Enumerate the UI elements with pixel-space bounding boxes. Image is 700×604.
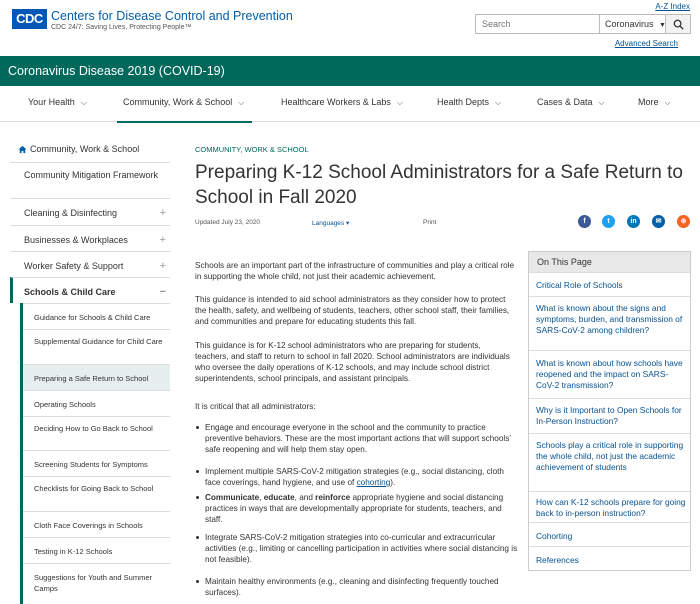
- search-icon: [673, 19, 684, 30]
- sidebar-item-businesses[interactable]: [10, 225, 170, 251]
- nav-label: Community, Work & School: [123, 97, 233, 107]
- sidebar-item-label: Businesses & Workplaces: [24, 235, 128, 245]
- sidebar-item-label: Cleaning & Disinfecting: [24, 208, 118, 218]
- sidebar-subitem-label: Testing in K-12 Schools: [34, 547, 113, 556]
- sidebar-home-label: Community, Work & School: [30, 144, 140, 154]
- sidebar-subitem-label: Guidance for Schools & Child Care: [34, 313, 151, 322]
- paragraph: This guidance is for K-12 school administrators who are preparing for students, teachers, and staff to return to school in fall 2020. School administrators are individuals who oversee the daily operations of K-12 schools, and may include school district superintendents, school principals, and assistant principals.: [195, 341, 510, 383]
- sidebar-subitem[interactable]: [23, 390, 170, 416]
- search-input[interactable]: [476, 15, 600, 33]
- on-this-page-link[interactable]: What is known about how schools have reopened and the impact on SARS-CoV-2 transmission?: [529, 350, 690, 394]
- sidebar-subitem-label: Preparing a Safe Return to School: [34, 374, 149, 383]
- search-scope-label: Coronavirus: [605, 19, 654, 29]
- bullet-text: appropriate hygiene and social distancing practices in ways that are developmentally appropriate for students, teachers, and staff.: [205, 493, 504, 524]
- breadcrumb[interactable]: COMMUNITY, WORK & SCHOOL: [195, 145, 309, 154]
- sidebar-item-schools[interactable]: [10, 277, 170, 303]
- search-scope-select[interactable]: [600, 15, 666, 33]
- sidebar-item-worker-safety[interactable]: [10, 251, 170, 277]
- nav-community-work-school[interactable]: [123, 97, 244, 108]
- page-title: Preparing K-12 School Administrators for a Safe Return to School in Fall 2020: [195, 162, 683, 208]
- collapse-icon[interactable]: −: [159, 286, 166, 298]
- sidebar-subitem[interactable]: [23, 537, 170, 563]
- sidebar-subnav: [20, 303, 170, 604]
- sidebar-item-community-mitigation[interactable]: [10, 162, 170, 198]
- nav-more[interactable]: [638, 97, 671, 108]
- twitter-icon[interactable]: t: [602, 215, 615, 228]
- expand-icon[interactable]: +: [159, 260, 166, 272]
- list-item: [205, 492, 520, 525]
- nav-label: Health Depts: [437, 97, 490, 107]
- chevron-down-icon: ⌵: [80, 98, 87, 107]
- sidebar-subitem-label: Checklists for Going Back to School: [34, 484, 154, 493]
- on-this-page-link[interactable]: What is known about the signs and symptoms, burden, and transmission of SARS-CoV-2 among children?: [529, 296, 690, 344]
- site-header: [0, 0, 700, 56]
- bullet-text: ).: [390, 478, 396, 487]
- sidebar-subitem-label: Suggestions for Youth and Summer Camps: [34, 573, 152, 593]
- bullet-emphasis: educate: [263, 493, 295, 502]
- nav-health-depts[interactable]: [437, 97, 501, 108]
- cdc-logo[interactable]: [12, 9, 293, 33]
- nav-label: Cases & Data: [537, 97, 593, 107]
- sidebar-subitem[interactable]: [23, 476, 170, 511]
- on-this-page-box: [528, 251, 691, 571]
- facebook-icon[interactable]: f: [578, 215, 591, 228]
- chevron-down-icon: ▼: [659, 22, 666, 29]
- nav-label: Healthcare Workers & Labs: [281, 97, 391, 107]
- nav-label: More: [638, 97, 659, 107]
- logo-title: Centers for Disease Control and Prevention: [51, 9, 293, 23]
- chevron-down-icon: ⌵: [664, 98, 671, 107]
- list-item: [205, 466, 520, 488]
- languages-dropdown[interactable]: Languages ▾: [312, 220, 350, 227]
- sidebar-subitem[interactable]: [23, 329, 170, 364]
- sidebar-subitem[interactable]: [23, 511, 170, 537]
- list-item: Engage and encourage everyone in the school and the community to practice preventive behaviors. These are the most important actions that will support schools’ safe reopening and will help them stay open.: [205, 422, 520, 455]
- sidebar-subitem-label: Supplemental Guidance for Child Care: [34, 337, 163, 346]
- main-nav: [0, 86, 700, 122]
- logo-tagline: CDC 24/7: Saving Lives, Protecting People™: [51, 24, 192, 31]
- on-this-page-link[interactable]: Schools play a critical role in supporting the whole child, not just the academic achievement of students: [529, 433, 690, 479]
- cdc-logo-mark: CDC: [12, 9, 47, 29]
- bullet-text: , and: [294, 493, 316, 502]
- bullet-text: Implement multiple SARS-CoV-2 mitigation strategies (e.g., social distancing, cloth face coverings, hand hygiene, and use of: [205, 467, 504, 487]
- sidebar-subitem-label: Screening Students for Symptoms: [34, 460, 148, 469]
- advanced-search-link[interactable]: Advanced Search: [614, 39, 678, 48]
- sidebar-item-label: Schools & Child Care: [24, 287, 116, 297]
- sidebar-subitem[interactable]: [23, 563, 170, 604]
- on-this-page-heading: On This Page: [529, 252, 690, 272]
- paragraph: It is critical that all administrators:: [195, 402, 316, 411]
- sidebar-home-link[interactable]: [18, 144, 139, 154]
- linkedin-icon[interactable]: in: [627, 215, 640, 228]
- updated-date: Updated July 23, 2020: [195, 219, 261, 226]
- nav-healthcare-workers[interactable]: [281, 97, 403, 108]
- email-icon[interactable]: ✉: [652, 215, 665, 228]
- sidebar-subitem-active[interactable]: [23, 364, 170, 390]
- sidebar-item-label: Community Mitigation Framework: [24, 170, 159, 180]
- sidebar-subitem-label: Cloth Face Coverings in Schools: [34, 521, 143, 530]
- syndicate-icon[interactable]: ⊕: [677, 215, 690, 228]
- on-this-page-link[interactable]: Critical Role of Schools: [529, 272, 690, 296]
- print-link[interactable]: Print: [423, 219, 437, 226]
- on-this-page-link[interactable]: References: [529, 546, 690, 570]
- search-bar: [475, 14, 691, 34]
- nav-cases-data[interactable]: [537, 97, 605, 108]
- list-item: Integrate SARS-CoV-2 mitigation strategies into co-curricular and extracurricular activities (e.g., limiting or cancelling participation in activities where social distancing is not feasible).: [205, 532, 520, 565]
- nav-your-health[interactable]: [28, 97, 87, 108]
- chevron-down-icon: ⌵: [238, 98, 245, 107]
- home-icon: [18, 145, 27, 154]
- bullet-emphasis: Communicate: [205, 493, 260, 502]
- sidebar-item-cleaning[interactable]: [10, 198, 170, 225]
- list-item: Maintain healthy environments (e.g., cleaning and disinfecting frequently touched surfaces).: [205, 576, 520, 598]
- sidebar-subitem[interactable]: [23, 416, 170, 450]
- chevron-down-icon: ⌵: [598, 98, 605, 107]
- search-button[interactable]: [666, 15, 690, 33]
- cohorting-link[interactable]: cohorting: [356, 478, 391, 487]
- sidebar-subitem[interactable]: [23, 450, 170, 476]
- site-title[interactable]: Coronavirus Disease 2019 (COVID-19): [8, 64, 225, 78]
- site-title-bar: [0, 56, 700, 86]
- sidebar-subitem-label: Deciding How to Go Back to School: [34, 424, 153, 433]
- az-index-link[interactable]: A-Z Index: [655, 2, 690, 11]
- paragraph: This guidance is intended to aid school administrators as they consider how to protect the health, safety, and wellbeing of students, teachers, other school staff, their families, and communities and prepare for educating students this fall.: [195, 295, 510, 326]
- chevron-down-icon: ⌵: [396, 98, 403, 107]
- expand-icon[interactable]: +: [159, 207, 166, 219]
- on-this-page-link[interactable]: Cohorting: [529, 522, 690, 546]
- paragraph: Schools are an important part of the infrastructure of communities and play a critical role in supporting the whole child, not just their academic achievement.: [195, 261, 515, 281]
- sidebar-subitem-label: Operating Schools: [34, 400, 96, 409]
- nav-label: Your Health: [28, 97, 75, 107]
- on-this-page-link[interactable]: Why is it Important to Open Schools for In-Person Instruction?: [529, 398, 690, 430]
- expand-icon[interactable]: +: [159, 234, 166, 246]
- bullet-emphasis: reinforce: [315, 493, 351, 502]
- on-this-page-link[interactable]: How can K-12 schools prepare for going back to in-person instruction?: [529, 491, 690, 521]
- sidebar-subitem[interactable]: [23, 303, 170, 329]
- sidebar-item-label: Worker Safety & Support: [24, 261, 124, 271]
- bullet-text: ,: [259, 493, 264, 502]
- chevron-down-icon: ⌵: [495, 98, 502, 107]
